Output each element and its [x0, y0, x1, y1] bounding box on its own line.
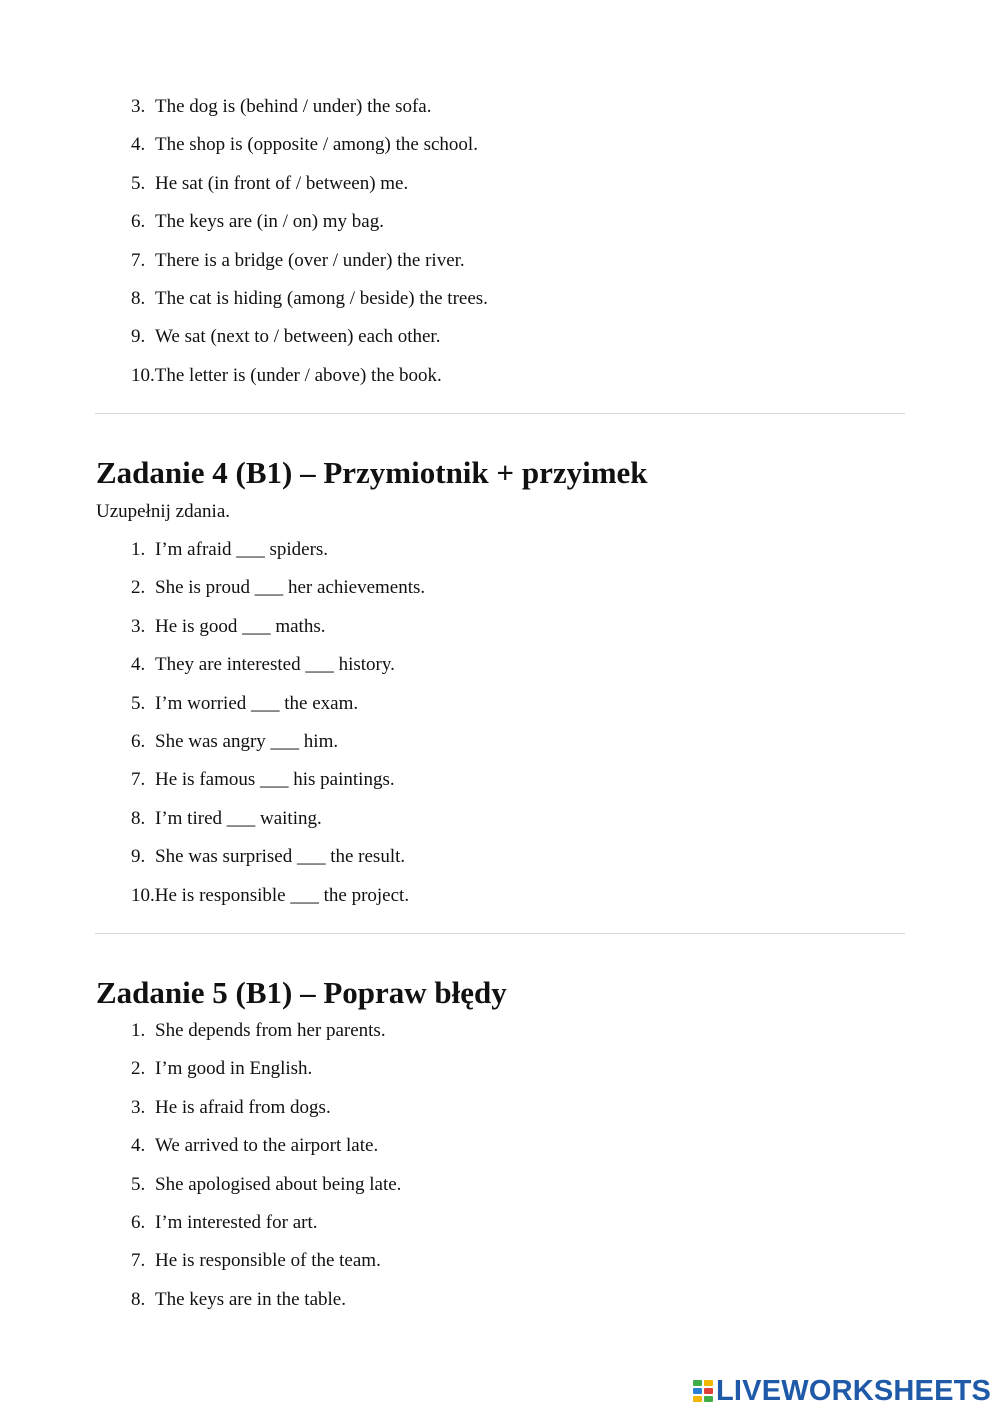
- section4-list: [131, 531, 425, 915]
- item-number: 5.: [131, 692, 146, 714]
- item-text: We arrived to the airport late.: [155, 1135, 379, 1157]
- item-number: 5.: [131, 172, 146, 194]
- item-text: I’m tired ___ waiting.: [155, 807, 322, 829]
- item-text: I’m worried ___ the exam.: [155, 692, 359, 714]
- item-text: The keys are (in / on) my bag.: [155, 211, 384, 233]
- item-number: 8.: [131, 807, 146, 829]
- item-text: The shop is (opposite / among) the school.: [155, 134, 478, 156]
- list-item: [131, 685, 425, 723]
- item-text: The keys are in the table.: [155, 1288, 346, 1310]
- item-text: She depends from her parents.: [155, 1020, 386, 1041]
- section-divider: [95, 413, 905, 414]
- item-text: He is famous ___ his paintings.: [155, 769, 395, 791]
- item-text: She was angry ___ him.: [155, 730, 339, 752]
- item-text: He is afraid from dogs.: [155, 1096, 331, 1118]
- item-number: 1.: [131, 1020, 146, 1041]
- logo-text: LIVEWORKSHEETS: [716, 1375, 992, 1407]
- list-item: [131, 838, 425, 876]
- item-text: She apologised about being late.: [155, 1173, 402, 1195]
- item-number: 10.: [131, 884, 155, 906]
- item-number: 3.: [131, 96, 146, 117]
- list-item: [131, 88, 488, 126]
- list-item: [131, 1089, 401, 1127]
- list-item: [131, 126, 488, 164]
- liveworksheets-logo: [693, 1376, 991, 1406]
- item-text: We sat (next to / between) each other.: [155, 326, 441, 348]
- item-number: 9.: [131, 326, 146, 348]
- item-text: He sat (in front of / between) me.: [155, 172, 409, 194]
- list-item: [131, 608, 425, 646]
- item-number: 6.: [131, 211, 146, 233]
- section3-list: [131, 88, 488, 395]
- list-item: [131, 1166, 401, 1204]
- list-item: [131, 242, 488, 280]
- list-item: [131, 800, 425, 838]
- item-number: 4.: [131, 654, 146, 676]
- list-item: [131, 1012, 401, 1050]
- section-divider: [95, 933, 905, 934]
- list-item: [131, 1127, 401, 1165]
- list-item: [131, 646, 425, 684]
- item-number: 7.: [131, 1250, 146, 1272]
- item-number: 8.: [131, 287, 146, 309]
- list-item: [131, 531, 425, 569]
- item-number: 8.: [131, 1288, 146, 1310]
- section4-instruction: Uzupełnij zdania.: [96, 501, 231, 522]
- item-number: 2.: [131, 577, 146, 599]
- item-number: 4.: [131, 134, 146, 156]
- list-item: [131, 165, 488, 203]
- item-number: 6.: [131, 1211, 146, 1233]
- list-item: [131, 1242, 401, 1280]
- section4-title: Zadanie 4 (B1) – Przymiotnik + przyimek: [96, 455, 648, 490]
- list-item: [131, 1204, 401, 1242]
- item-text: I’m good in English.: [155, 1058, 313, 1080]
- list-item: [131, 280, 488, 318]
- item-text: She is proud ___ her achievements.: [155, 577, 426, 599]
- item-text: The cat is hiding (among / beside) the trees.: [155, 287, 488, 309]
- item-number: 5.: [131, 1173, 146, 1195]
- item-number: 9.: [131, 846, 146, 868]
- item-number: 6.: [131, 730, 146, 752]
- section5-title: Zadanie 5 (B1) – Popraw błędy: [96, 975, 507, 1010]
- item-number: 4.: [131, 1135, 146, 1157]
- list-item: [131, 877, 425, 915]
- list-item: [131, 569, 425, 607]
- item-number: 2.: [131, 1058, 146, 1080]
- item-text: The dog is (behind / under) the sofa.: [155, 96, 432, 117]
- item-number: 7.: [131, 249, 146, 271]
- list-item: [131, 1281, 401, 1319]
- item-number: 10.: [131, 364, 155, 386]
- item-text: There is a bridge (over / under) the river.: [155, 249, 465, 271]
- item-text: He is good ___ maths.: [155, 615, 326, 637]
- list-item: [131, 723, 425, 761]
- item-text: He is responsible of the team.: [155, 1250, 381, 1272]
- section5-list: [131, 1012, 401, 1319]
- list-item: [131, 318, 488, 356]
- list-item: [131, 203, 488, 241]
- list-item: [131, 357, 488, 395]
- item-text: I’m interested for art.: [155, 1211, 318, 1233]
- item-text: They are interested ___ history.: [155, 654, 395, 676]
- item-number: 7.: [131, 769, 146, 791]
- liveworksheets-logo-icon: [693, 1380, 713, 1402]
- item-text: The letter is (under / above) the book.: [154, 364, 442, 386]
- item-number: 3.: [131, 615, 146, 637]
- list-item: [131, 761, 425, 799]
- item-number: 3.: [131, 1096, 146, 1118]
- item-number: 1.: [131, 539, 146, 560]
- item-text: She was surprised ___ the result.: [155, 846, 406, 868]
- list-item: [131, 1050, 401, 1088]
- item-text: He is responsible ___ the project.: [154, 884, 410, 906]
- item-text: I’m afraid ___ spiders.: [155, 539, 329, 560]
